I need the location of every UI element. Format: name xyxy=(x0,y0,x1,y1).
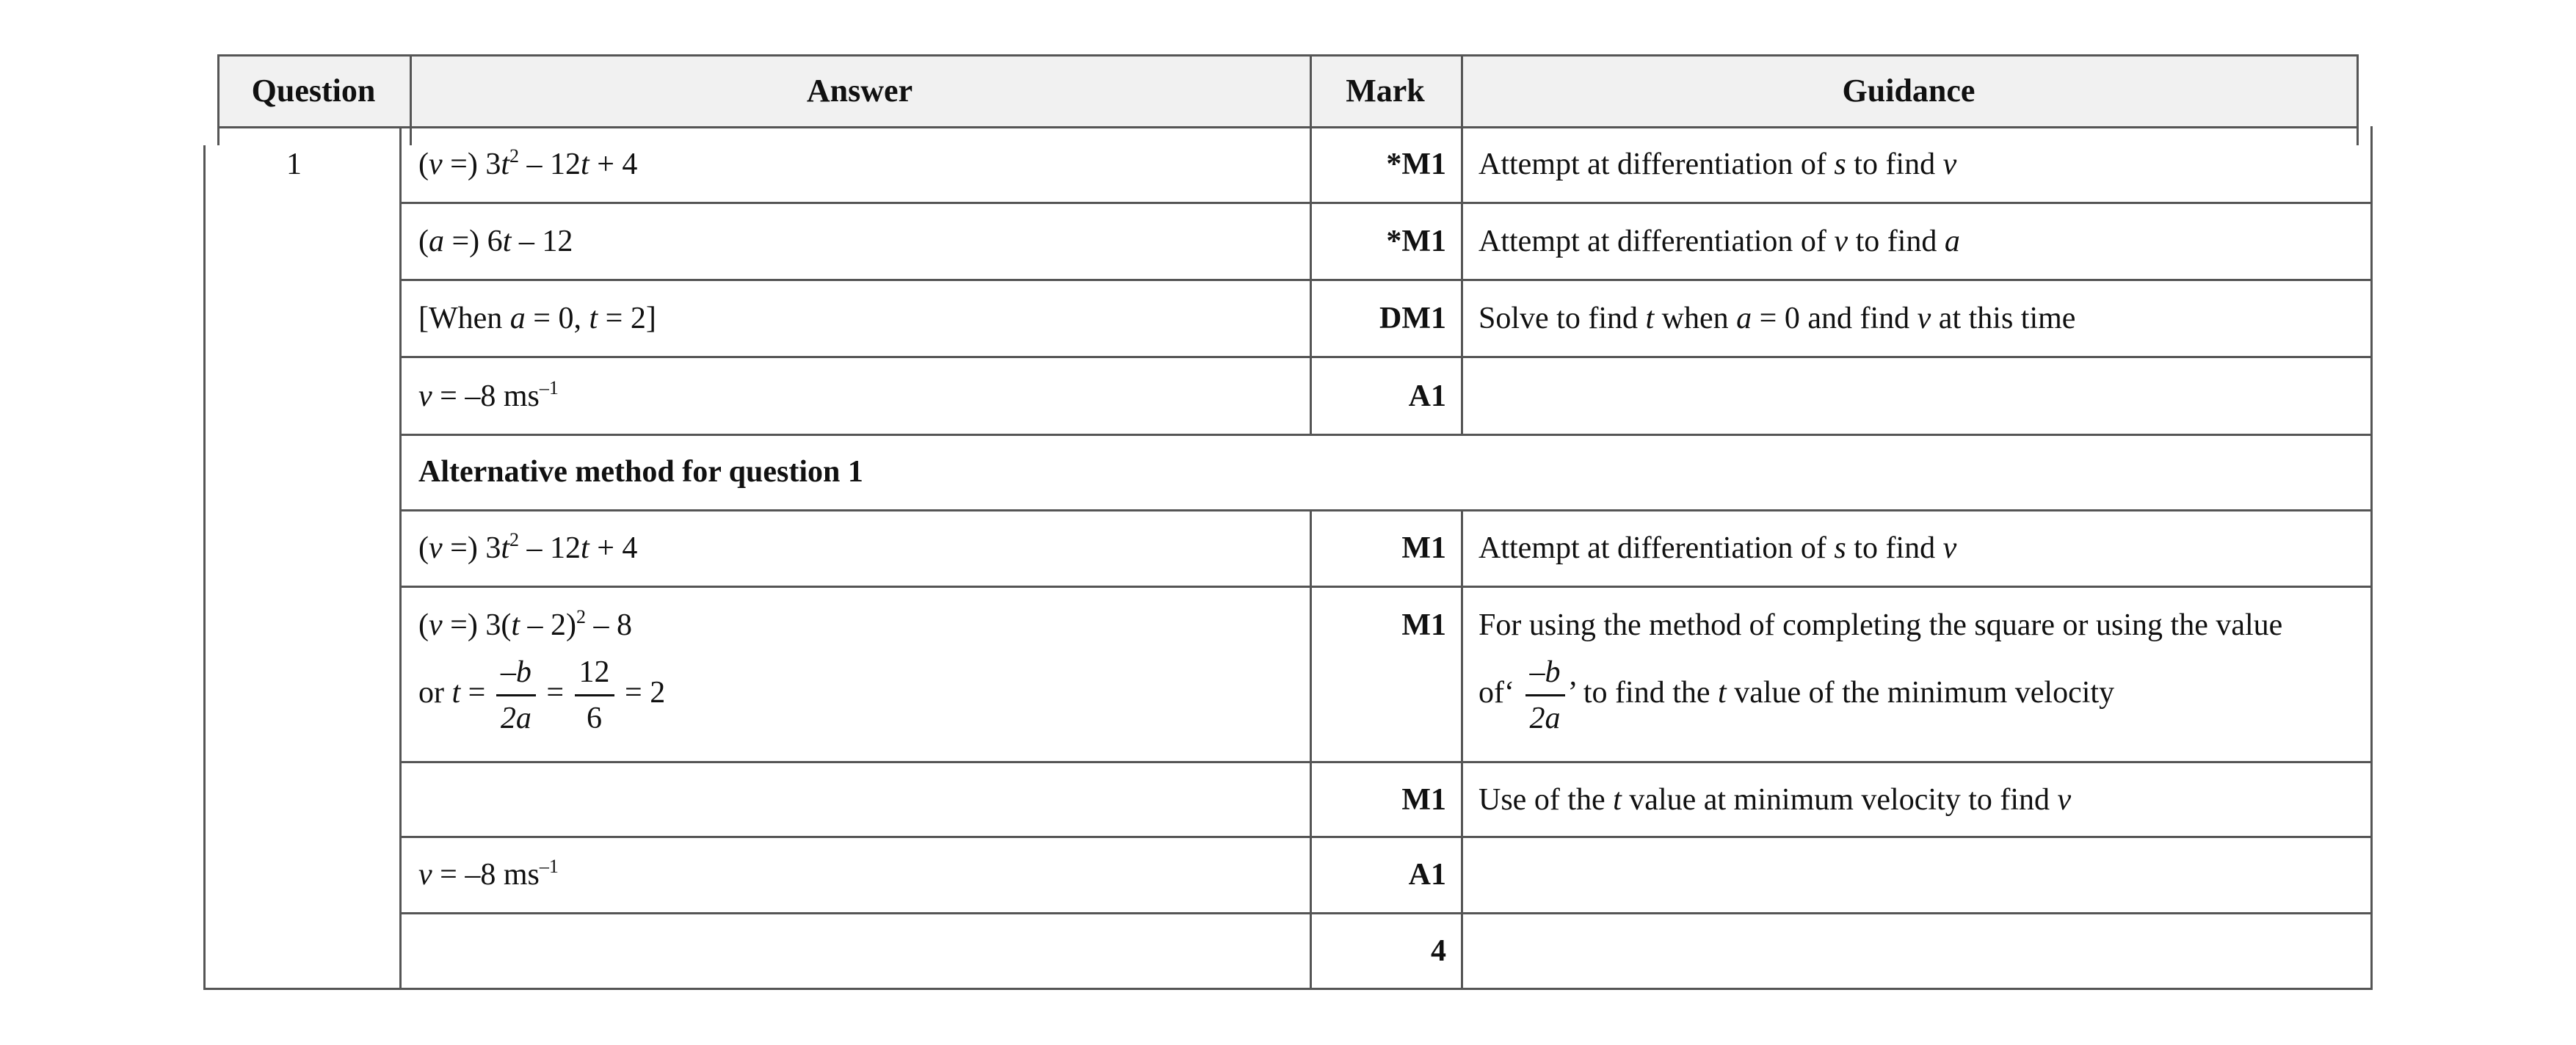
header-bottom-border xyxy=(217,126,2359,128)
fraction: $\frac{12}{6}$ xyxy=(575,650,614,740)
mark-cell: DM1 xyxy=(1379,302,1446,335)
answer-formula: or t = $\frac{-b}{2a}$ = $\frac{12}{6}$ = 2 xyxy=(418,650,665,740)
body-col-divider-3 xyxy=(1461,54,1463,436)
body-col-divider-1 xyxy=(399,126,402,989)
row-divider xyxy=(399,836,2373,838)
header-top-border xyxy=(217,54,2359,57)
table-bottom-border xyxy=(203,988,2373,990)
answer-cell: [When a = 0, t = 2] xyxy=(418,302,656,335)
answer-cell: (v =) $3t^2 - 12t + 4$ xyxy=(418,529,638,565)
answer-cell: v = –8 $ms^{-1}$ xyxy=(418,856,559,892)
mark-cell: A1 xyxy=(1408,379,1446,413)
mark-cell: A1 xyxy=(1408,858,1446,892)
guidance-cell: Attempt at differentiation of s to find v xyxy=(1479,531,1957,565)
row-divider xyxy=(399,509,2373,511)
body-col-divider-2 xyxy=(1310,54,1312,436)
mark-cell: M1 xyxy=(1401,531,1446,565)
header-answer: Answer xyxy=(806,73,913,109)
guidance-cell: Use of the t value at minimum velocity to find v xyxy=(1479,783,2072,817)
body-left-border xyxy=(203,145,206,989)
header-left-border xyxy=(217,54,219,145)
mark-cell: M1 xyxy=(1401,783,1446,817)
guidance-cell: Attempt at differentiation of s to find v xyxy=(1479,148,1957,181)
answer-cell: (v =) $3t^2 - 12t + 4$ xyxy=(418,145,638,181)
guidance-cell: Attempt at differentiation of v to find a xyxy=(1479,225,1960,258)
alt-method-heading: Alternative method for question 1 xyxy=(418,455,863,489)
mark-cell: M1 xyxy=(1401,608,1446,642)
row-divider xyxy=(399,434,2373,436)
row-divider xyxy=(399,202,2373,204)
row-divider xyxy=(399,356,2373,358)
guidance-cell: Solve to find t when a = 0 and find v at this time xyxy=(1479,302,2076,335)
mark-cell: *M1 xyxy=(1386,148,1446,181)
body-col-divider-2b xyxy=(1310,509,1312,989)
row-divider xyxy=(399,279,2373,281)
guidance-cell: For using the method of completing the square or using the value xyxy=(1479,608,2283,642)
question-number: 1 xyxy=(286,148,302,181)
mark-cell: *M1 xyxy=(1386,225,1446,258)
answer-cell: (v =) 3(t – 2)$^2$ – 8 xyxy=(418,606,632,642)
header-col-divider-1 xyxy=(410,54,412,145)
fraction: $\frac{-b}{2a}$ xyxy=(496,650,536,740)
header-mark: Mark xyxy=(1346,73,1425,109)
header-guidance: Guidance xyxy=(1842,73,1975,109)
row-divider xyxy=(399,912,2373,914)
guidance-formula: of‘ $\frac{-b}{2a}$ ’ to find the t value of the minimum velocity xyxy=(1479,650,2114,740)
fraction: $\frac{-b}{2a}$ xyxy=(1525,650,1565,740)
header-question: Question xyxy=(251,73,376,109)
row-divider xyxy=(399,586,2373,588)
header-right-border xyxy=(2357,54,2359,145)
answer-cell: v = –8 $ms^{-1}$ xyxy=(418,377,559,413)
body-right-border xyxy=(2370,126,2373,989)
answer-cell: (a =) 6t – 12 xyxy=(418,225,573,258)
row-divider xyxy=(399,761,2373,763)
total-mark: 4 xyxy=(1431,934,1446,968)
body-col-divider-3b xyxy=(1461,509,1463,989)
